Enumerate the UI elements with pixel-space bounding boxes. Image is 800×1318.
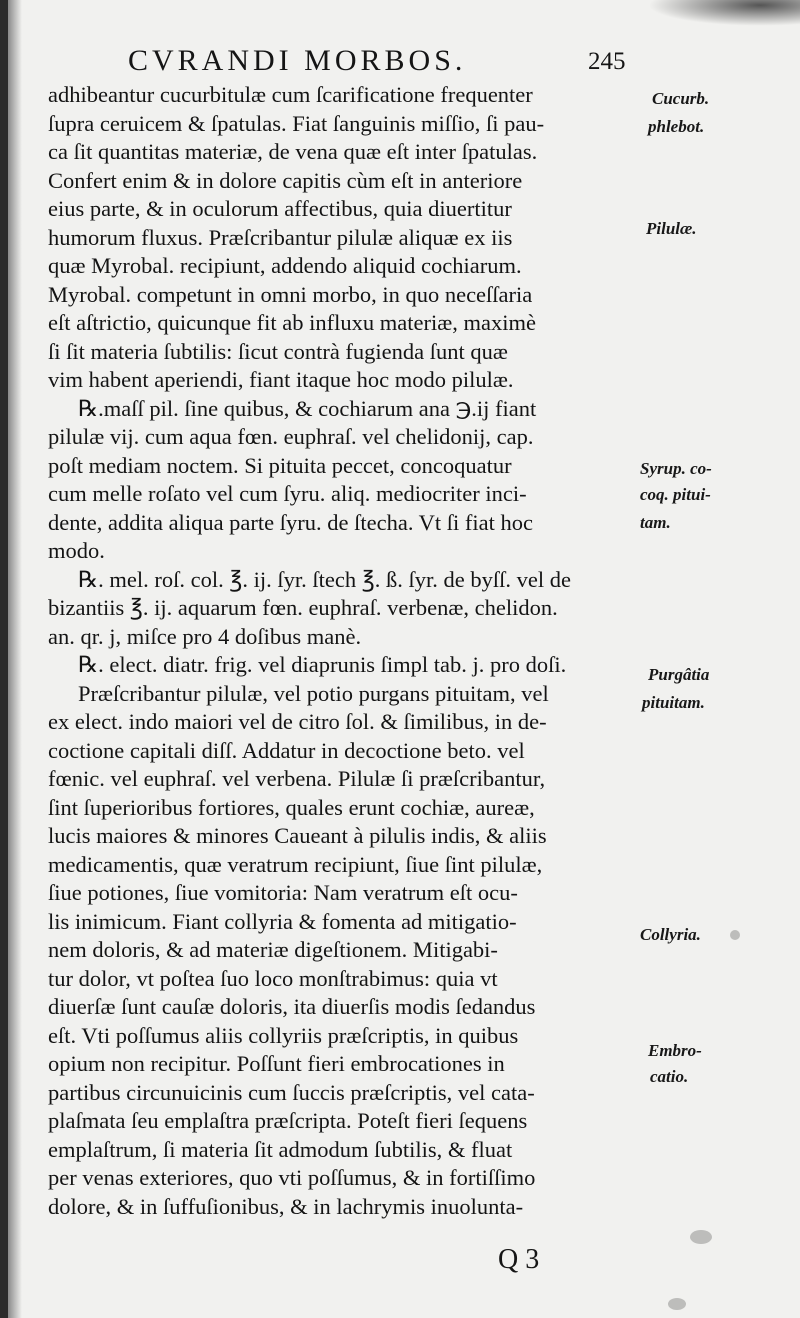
text-line: Præſcribantur pilulæ, vel potio purgans pituitam, vel [78,680,549,706]
text-line: per venas exteriores, quo vti poſſumus, & in fortiſſimo [48,1165,536,1190]
paper-stain [730,930,740,940]
paper-stain [690,1230,712,1244]
signature-mark: Q 3 [498,1244,540,1275]
text-line: ſupra ceruicem & ſpatulas. Fiat ſanguinis miſſio, ſi pau- [48,110,545,136]
text-line: coctione capitali diſſ. Addatur in decoctione beto. vel [48,737,525,763]
running-head: CVRANDI MORBOS. [128,44,467,77]
text-line: lis inimicum. Fiant collyria & fomenta ad mitigatio- [48,908,517,934]
text-line: plaſmata ſeu emplaſtra præſcripta. Poteſt fieri ſequens [48,1108,528,1133]
margin-note-tam: tam. [640,513,671,532]
text-line: eſt aſtrictio, quicunque fit ab influxu materiæ, maximè [48,310,536,335]
text-line: Myrobal. competunt in omni morbo, in quo neceſſaria [48,281,533,307]
margin-note-phlebot: phlebot. [648,117,705,136]
margin-note-purgatia: Purgâtia [648,665,710,684]
margin-note-cucurb: Cucurb. [652,89,710,108]
text-line: Confert enim & in dolore capitis cùm eſt in anteriore [48,167,523,193]
text-line: dente, addita aliqua parte ſyru. de ſtecha. Vt ſi fiat hoc [48,509,534,535]
text-line: ex elect. indo maiori vel de citro ſol. & ſimilibus, in de- [48,709,547,734]
text-line: nem doloris, & ad materiæ digeſtionem. Mitigabi- [48,937,498,962]
text-line: ſi ſit materia ſubtilis: ſicut contrà fugienda ſunt quæ [48,338,508,364]
text-line: ſint ſuperioribus fortiores, quales erunt cochiæ, aureæ, [48,794,535,820]
text-line: tur dolor, vt poſtea ſuo loco monſtrabimus: quia vt [48,965,498,991]
text-line: ℞.maſſ pil. ſine quibus, & cochiarum ana ℈.ij fiant [78,395,537,421]
text-line: humorum fluxus. Præſcribantur pilulæ aliquæ ex iis [48,224,513,250]
text-line: cum melle roſato vel cum ſyru. aliq. mediocriter inci- [48,481,527,506]
text-line: medicamentis, quæ veratrum recipiunt, ſiue ſint pilulæ, [48,851,543,877]
text-line: adhibeantur cucurbitulæ cum ſcarificatione frequenter [48,82,533,107]
text-line: pilulæ vij. cum aqua fœn. euphraſ. vel chelidonij, cap. [48,424,534,449]
page-header [0,40,800,84]
margin-note-pituitam: pituitam. [642,693,705,712]
margin-note-catio: catio. [650,1067,689,1086]
text-line: opium non recipitur. Poſſunt fieri embrocationes in [48,1051,505,1076]
text-line: bizantiis ℥. ij. aquarum fœn. euphraſ. verbenæ, chelidon. [48,595,558,620]
page-number: 245 [588,48,626,75]
text-line: dolore, & in ſuffuſionibus, & in lachrymis inuolunta- [48,1193,524,1219]
paper-stain [668,1298,686,1310]
text-line: fœnic. vel euphraſ. vel verbena. Pilulæ ſi præſcribantur, [48,766,546,791]
text-line: quæ Myrobal. recipiunt, addendo aliquid cochiarum. [48,253,522,278]
text-line: eſt. Vti poſſumus aliis collyriis præſcriptis, in quibus [48,1022,519,1048]
margin-note-syrup: Syrup. co- [640,459,712,478]
text-line: ℞. mel. roſ. col. ℥. ij. ſyr. ſtech ℥. ß. ſyr. de byſſ. vel de [78,566,571,592]
text-line: ſiue potiones, ſiue vomitoria: Nam veratrum eſt ocu- [48,880,518,905]
page-gutter-shadow [8,0,22,1318]
text-line: modo. [48,538,105,563]
text-line: vim habent aperiendi, fiant itaque hoc modo pilulæ. [48,367,514,392]
text-line: an. qr. j, miſce pro 4 doſibus manè. [48,623,362,649]
body-text [48,81,648,1221]
ink-smudge [648,0,800,26]
margin-note-collyria: Collyria. [640,925,701,944]
text-line: ℞. elect. diatr. frig. vel diaprunis ſimpl tab. j. pro doſi. [78,652,567,677]
margin-note-pilulae: Pilulæ. [646,219,697,238]
margin-note-coq-pitui: coq. pitui- [640,485,711,504]
text-line: ca ſit quantitas materiæ, de vena quæ eſt inter ſpatulas. [48,139,538,164]
text-line: eius parte, & in oculorum affectibus, quia diuertitur [48,196,512,221]
text-line: poſt mediam noctem. Si pituita peccet, concoquatur [48,452,512,478]
text-line: partibus circunuicinis cum ſuccis præſcriptis, vel cata- [48,1079,535,1105]
text-line: emplaſtrum, ſi materia ſit admodum ſubtilis, & fluat [48,1136,513,1162]
text-line: lucis maiores & minores Caueant à pilulis indis, & aliis [48,823,547,848]
margin-note-embro: Embro- [648,1041,702,1060]
text-line: diuerſæ ſunt cauſæ doloris, ita diuerſis modis ſedandus [48,994,536,1019]
